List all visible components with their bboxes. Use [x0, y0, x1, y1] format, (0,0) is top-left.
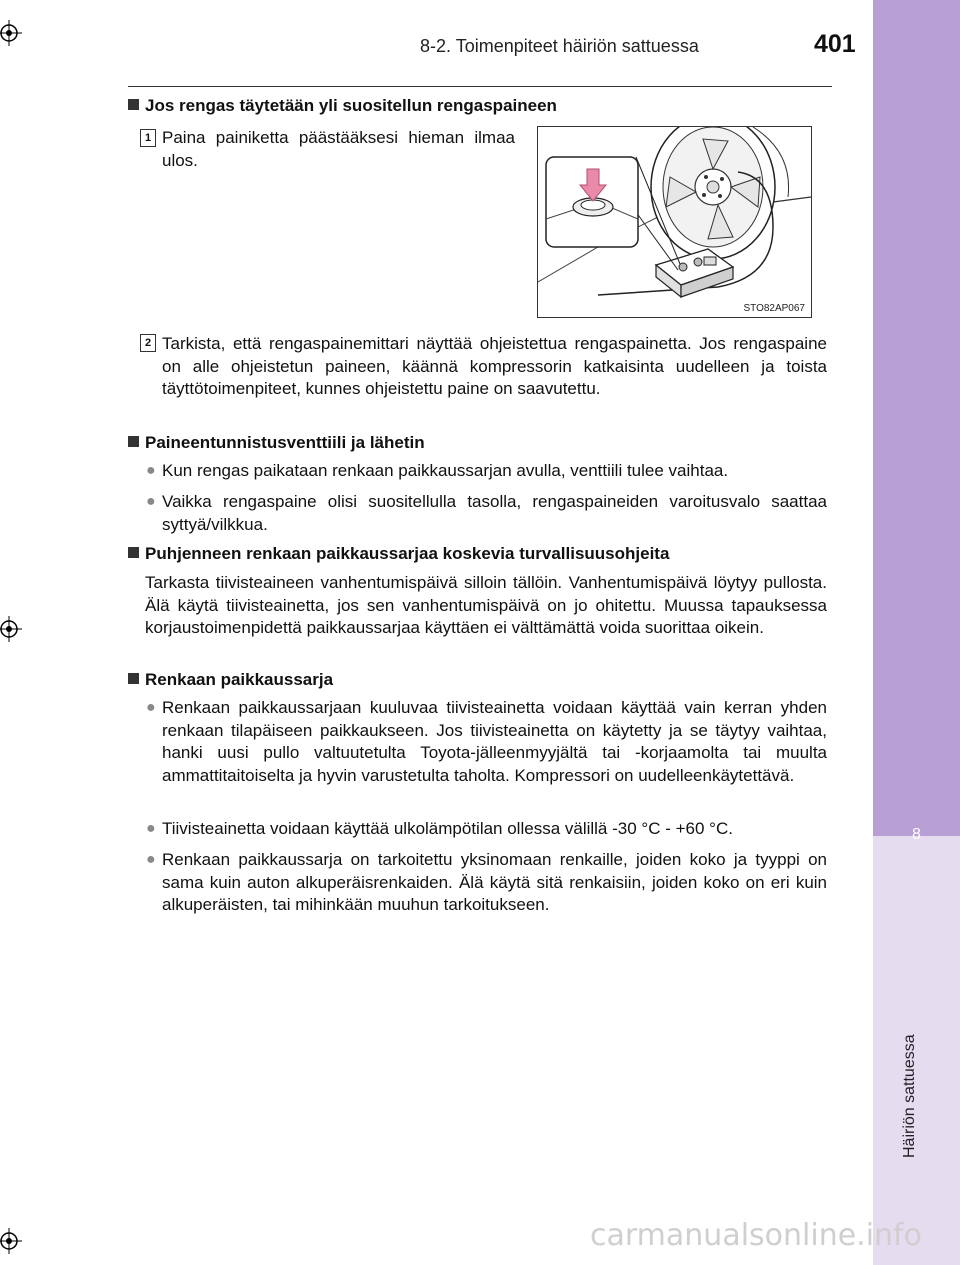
figure-compressor-release	[537, 126, 812, 318]
bullet-dot-icon: ●	[146, 820, 156, 837]
figure-code: STO82AP067	[743, 303, 805, 314]
heading-valve	[128, 433, 425, 453]
valve-bullet-1: Kun rengas paikataan renkaan paikkaussarjan avulla, venttiili tulee vaihtaa.	[162, 461, 729, 480]
bullet-dot-icon: ●	[146, 851, 156, 868]
heading-text: Puhjenneen renkaan paikkaussarjaa koskevia turvallisuusohjeita	[145, 544, 670, 563]
kit-bullet-2: Tiivisteainetta voidaan käyttää ulkolämpötilan ollessa välillä -30 °C - +60 °C.	[162, 819, 733, 838]
section-header: 8-2. Toimenpiteet häiriön sattuessa	[420, 36, 699, 56]
heading-text: Paineentunnistusventtiili ja lähetin	[145, 433, 425, 452]
heading-kit	[128, 670, 333, 690]
kit-bullet-3: Renkaan paikkaussarja on tarkoitettu yksinomaan renkaille, joiden koko ja tyyppi on sama kuin auton alkuperäisrenkaiden. Älä käytä sitä renkaisiin, joiden koko on eri kuin alkuperäisten, tai mihinkään muuhun tarkoitukseen.	[162, 850, 827, 914]
heading-square-icon	[128, 99, 139, 110]
bullet-dot-icon: ●	[146, 462, 156, 479]
kit-bullet-1: Renkaan paikkaussarjaan kuuluvaa tiivisteainetta voidaan käyttää vain kerran yhden renkaan tilapäiseen paikkaukseen. Jos tiivisteainetta on käytetty ja se täytyy vaihtaa, hanki uusi pullo valtuutetulta Toyota-jälleenmyyjältä tai -korjaamolta tai muulta ammattitaitoiselta ja hyvin varustetulta taholta. Kompressori on uudelleenkäytettävä.	[162, 698, 827, 785]
registration-mark-icon	[0, 616, 22, 642]
registration-mark-icon	[0, 20, 22, 46]
header-rule	[128, 86, 832, 87]
chapter-sidebar	[873, 0, 960, 1265]
heading-safety	[128, 544, 669, 564]
page-number: 401	[814, 30, 856, 58]
compressor-illustration	[538, 127, 811, 317]
bullet-dot-icon: ●	[146, 699, 156, 716]
safety-text: Tarkasta tiivisteaineen vanhentumispäivä silloin tällöin. Vanhentumispäivä löytyy pullosta. Älä käytä tiivisteainetta, jos sen vanhentumispäivä on jo ohitettu. Muussa tapauksessa korjaustoimenpidettä paikkaussarjaa käyttäen ei välttämättä voida suorittaa oikein.	[145, 573, 827, 637]
heading-square-icon	[128, 436, 139, 447]
step-number-2: 2	[140, 334, 156, 352]
heading-text: Renkaan paikkaussarja	[145, 670, 334, 689]
registration-mark-icon	[0, 1228, 22, 1254]
heading-text: Jos rengas täytetään yli suositellun rengaspaineen	[145, 96, 557, 115]
chapter-number: 8	[912, 826, 921, 843]
heading-square-icon	[128, 547, 139, 558]
bullet-dot-icon: ●	[146, 493, 156, 510]
valve-bullet-2: Vaikka rengaspaine olisi suositellulla tasolla, rengaspaineiden varoitusvalo saattaa syttyä/vilkkua.	[162, 492, 827, 534]
chapter-title: Häiriön sattuessa	[901, 1034, 918, 1158]
step-number-1: 1	[140, 129, 156, 147]
step-2-text: Tarkista, että rengaspainemittari näyttää ohjeistettua rengaspainetta. Jos rengaspaine on alle ohjeistetun paineen, käännä kompressorin katkaisinta uudelleen ja toista täyttötoimenpiteet, kunnes ohjeistettu paine on saavutettu.	[162, 334, 827, 398]
heading-overinflation	[128, 96, 557, 116]
step-1-text: Paina painiketta päästääksesi hieman ilmaa ulos.	[162, 128, 515, 170]
watermark: carmanualsonline.info	[590, 1218, 922, 1253]
heading-square-icon	[128, 673, 139, 684]
